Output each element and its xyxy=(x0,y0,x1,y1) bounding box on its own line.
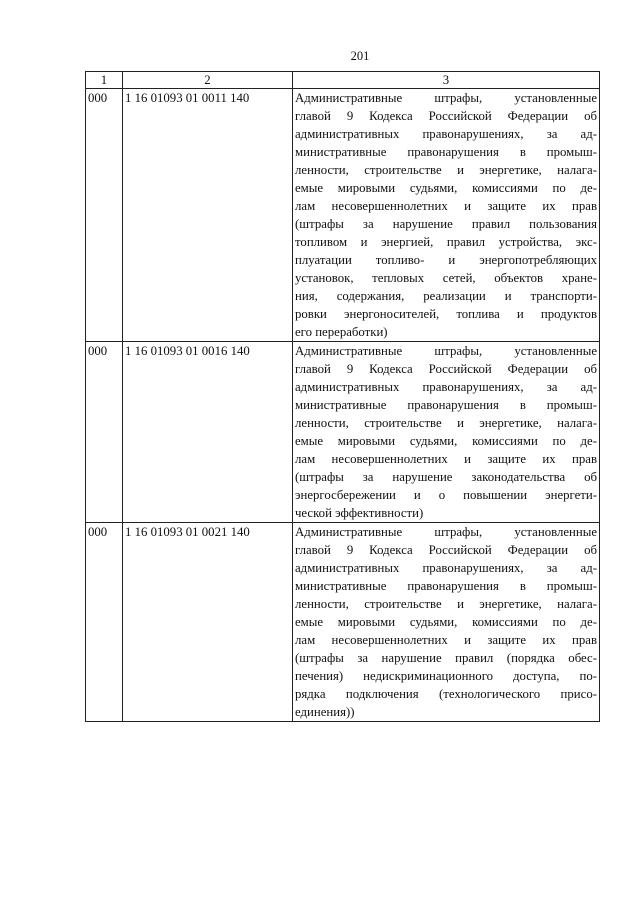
header-cell-3: 3 xyxy=(293,72,600,89)
admin-code-cell: 000 xyxy=(86,342,123,523)
description-line: ческой эффективности) xyxy=(295,506,424,520)
table-row xyxy=(86,342,600,523)
budget-classification-table xyxy=(85,71,600,722)
description-line: министративные правонарушения в промыш- xyxy=(295,145,597,159)
header-cell-1: 1 xyxy=(86,72,123,89)
kbk-code-cell: 1 16 01093 01 0016 140 xyxy=(123,342,293,523)
description-line: емые мировыми судьями, комиссиями по де- xyxy=(295,181,597,195)
description-line: административных правонарушениях, за ад- xyxy=(295,380,597,394)
description-line: его переработки) xyxy=(295,325,388,339)
description-cell xyxy=(293,342,600,523)
description-line: Административные штрафы, установленные xyxy=(295,525,597,539)
description-line: ленности, строительстве и энергетике, налага- xyxy=(295,416,597,430)
description-line: министративные правонарушения в промыш- xyxy=(295,579,597,593)
table-row xyxy=(86,89,600,342)
description-line: емые мировыми судьями, комиссиями по де- xyxy=(295,434,597,448)
description-line: Административные штрафы, установленные xyxy=(295,91,597,105)
description-line: административных правонарушениях, за ад- xyxy=(295,561,597,575)
page-number: 201 xyxy=(350,49,370,63)
description-line: административных правонарушениях, за ад- xyxy=(295,127,597,141)
description-line: емые мировыми судьями, комиссиями по де- xyxy=(295,615,597,629)
description-line: энергосбережении и о повышении энергети- xyxy=(295,488,597,502)
admin-code-cell: 000 xyxy=(86,89,123,342)
description-line: топливом и энергией, правил устройства, экс- xyxy=(295,235,597,249)
description-line: главой 9 Кодекса Российской Федерации об xyxy=(295,362,597,376)
description-line: министративные правонарушения в промыш- xyxy=(295,398,597,412)
description-line: рядка подключения (технологического присо- xyxy=(295,687,597,701)
description-line: печения) недискриминационного доступа, по- xyxy=(295,669,597,683)
description-line: Административные штрафы, установленные xyxy=(295,344,597,358)
description-line: главой 9 Кодекса Российской Федерации об xyxy=(295,109,597,123)
description-line: установок, тепловых сетей, объектов хране- xyxy=(295,271,597,285)
description-line: (штрафы за нарушение правил (порядка обес- xyxy=(295,651,597,665)
description-line: лам несовершеннолетних и защите их прав xyxy=(295,199,597,213)
description-line: единения)) xyxy=(295,705,355,719)
description-line: (штрафы за нарушение законодательства об xyxy=(295,470,597,484)
description-line: плуатации топливо- и энергопотребляющих xyxy=(295,253,597,267)
description-line: главой 9 Кодекса Российской Федерации об xyxy=(295,543,597,557)
admin-code-cell: 000 xyxy=(86,523,123,722)
description-line: ния, содержания, реализации и транспорти- xyxy=(295,289,597,303)
description-cell xyxy=(293,523,600,722)
table-header-row xyxy=(86,72,600,89)
description-line: ровки энергоносителей, топлива и продуктов xyxy=(295,307,597,321)
description-cell xyxy=(293,89,600,342)
description-line: лам несовершеннолетних и защите их прав xyxy=(295,633,597,647)
kbk-code-cell: 1 16 01093 01 0021 140 xyxy=(123,523,293,722)
description-line: лам несовершеннолетних и защите их прав xyxy=(295,452,597,466)
table-row xyxy=(86,523,600,722)
description-line: ленности, строительстве и энергетике, налага- xyxy=(295,597,597,611)
kbk-code-cell: 1 16 01093 01 0011 140 xyxy=(123,89,293,342)
description-line: (штрафы за нарушение правил пользования xyxy=(295,217,597,231)
description-line: ленности, строительстве и энергетике, налага- xyxy=(295,163,597,177)
header-cell-2: 2 xyxy=(123,72,293,89)
